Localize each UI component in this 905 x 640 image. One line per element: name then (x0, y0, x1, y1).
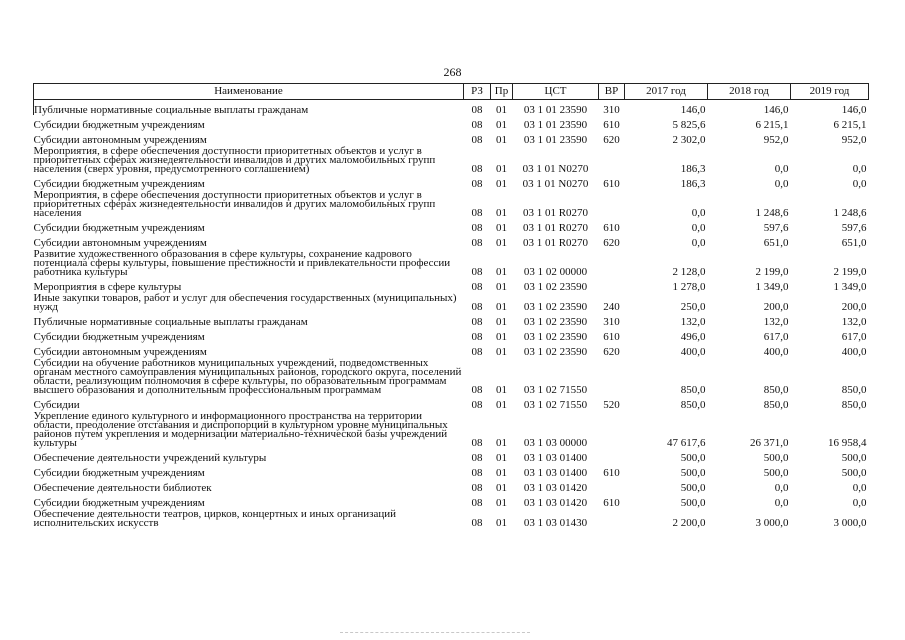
header-2018: 2018 год (708, 84, 791, 100)
cell-2019: 850,0 (841, 399, 867, 411)
cell-rz: 08 (471, 281, 483, 293)
cell-cst: 03 1 03 01400 (523, 467, 588, 479)
budget-table (33, 83, 869, 528)
cell-vr: 610 (603, 222, 620, 234)
cell-2018: 26 371,0 (750, 437, 789, 449)
cell-name: Субсидии бюджетным учреждениям (33, 222, 205, 234)
cell-name: Мероприятия, в сфере обеспечения доступности приоритетных объектов и услуг в приоритетных сферах жизнедеятельности инвалидов и других маломобильных групп населения (сверх уровня, предусмотренного соглашением) (33, 145, 436, 175)
table-row (34, 145, 869, 174)
table-row (34, 357, 869, 395)
cell-rz: 08 (471, 163, 483, 175)
table-row (34, 218, 869, 233)
cell-rz: 08 (471, 517, 483, 529)
header-rz: РЗ (464, 84, 491, 100)
cell-2017: 500,0 (680, 482, 706, 494)
table-row (34, 100, 869, 116)
table-row (34, 448, 869, 463)
cell-name: Публичные нормативные социальные выплаты гражданам (34, 100, 464, 116)
cell-2018: 0,0 (774, 163, 789, 175)
cell-rz: 08 (471, 399, 483, 411)
cell-2019: 952,0 (841, 134, 867, 146)
cell-cst: 03 1 01 N0270 (522, 163, 589, 175)
cell-rz: 08 (471, 497, 483, 509)
cell-cst: 03 1 02 71550 (523, 384, 588, 396)
cell-cst: 03 1 01 R0270 (522, 237, 589, 249)
cell-cst: 03 1 02 23590 (523, 331, 588, 343)
cell-2017: 186,3 (680, 163, 706, 175)
cell-2018: 850,0 (763, 384, 789, 396)
cell-2017: 400,0 (680, 346, 706, 358)
cell-name: Обеспечение деятельности библиотек (33, 482, 212, 494)
cell-pr: 01 (496, 399, 507, 411)
cell-2017: 500,0 (680, 497, 706, 509)
cell-2018: 200,0 (763, 301, 789, 313)
table-row (34, 189, 869, 218)
table-row (34, 410, 869, 448)
table-row (34, 130, 869, 145)
cell-2019: 146,0 (841, 104, 867, 116)
cell-cst: 03 1 01 R0270 (522, 222, 589, 234)
cell-2018: 400,0 (763, 346, 789, 358)
cell-rz: 08 (471, 178, 483, 190)
table-row (34, 115, 869, 130)
cell-vr: 620 (603, 237, 620, 249)
cell-2018: 0,0 (774, 178, 789, 190)
table-row (34, 508, 869, 528)
cell-2018: 0,0 (774, 497, 789, 509)
cell-2017: 2 128,0 (672, 266, 706, 278)
cell-vr (599, 145, 625, 174)
cell-rz: 08 (471, 331, 483, 343)
cell-pr: 01 (496, 178, 507, 190)
cell-vr: 610 (603, 331, 620, 343)
cell-rz: 08 (471, 467, 483, 479)
cell-rz: 08 (471, 207, 483, 219)
cell-2018: 850,0 (763, 399, 789, 411)
cell-vr (599, 189, 625, 218)
cell-pr: 01 (496, 316, 507, 328)
cell-2019: 1 248,6 (833, 207, 867, 219)
scan-artifact (340, 632, 530, 635)
cell-2018: 2 199,0 (755, 266, 789, 278)
cell-2017: 146,0 (680, 104, 706, 116)
cell-2019: 3 000,0 (833, 517, 867, 529)
cell-cst: 03 1 01 R0270 (522, 207, 589, 219)
cell-vr (599, 277, 625, 292)
cell-name: Субсидии автономным учреждениям (33, 346, 207, 358)
cell-2019: 500,0 (841, 452, 867, 464)
table-row (34, 233, 869, 248)
cell-name: Субсидии (33, 399, 80, 411)
cell-2017: 2 200,0 (672, 517, 706, 529)
cell-rz: 08 (471, 119, 483, 131)
table-row (34, 174, 869, 189)
cell-cst: 03 1 02 23590 (523, 301, 588, 313)
cell-pr: 01 (496, 346, 507, 358)
cell-name: Иные закупки товаров, работ и услуг для обеспечения государственных (муниципальных) нужд (33, 292, 457, 313)
table-row (34, 478, 869, 493)
cell-pr: 01 (496, 331, 507, 343)
cell-2019: 200,0 (841, 301, 867, 313)
cell-rz: 08 (471, 266, 483, 278)
cell-vr: 620 (603, 134, 620, 146)
cell-cst: 03 1 03 01420 (523, 497, 588, 509)
cell-2017: 47 617,6 (667, 437, 706, 449)
cell-pr: 01 (496, 301, 507, 313)
cell-name: Обеспечение деятельности театров, цирков, концертных и иных организаций исполнительских искусств (33, 508, 397, 529)
cell-vr: 610 (603, 467, 620, 479)
cell-cst: 03 1 01 N0270 (522, 178, 589, 190)
cell-2018: 500,0 (763, 452, 789, 464)
cell-rz: 08 (471, 222, 483, 234)
cell-rz: 08 (471, 104, 483, 116)
cell-name: Субсидии бюджетным учреждениям (33, 497, 205, 509)
cell-vr (599, 357, 625, 395)
cell-rz: 08 (471, 134, 483, 146)
cell-2018: 1 349,0 (755, 281, 789, 293)
cell-2019: 850,0 (841, 384, 867, 396)
cell-vr: 520 (603, 399, 620, 411)
cell-2019: 132,0 (841, 316, 867, 328)
cell-vr: 240 (603, 301, 620, 313)
cell-2017: 0,0 (691, 237, 706, 249)
cell-rz: 08 (471, 452, 483, 464)
cell-2019: 617,0 (841, 331, 867, 343)
cell-2019: 16 958,4 (828, 437, 867, 449)
cell-2019: 0,0 (852, 178, 867, 190)
cell-2019: 6 215,1 (833, 119, 867, 131)
cell-rz: 08 (471, 384, 483, 396)
cell-vr (599, 410, 625, 448)
cell-name: Обеспечение деятельности учреждений культуры (33, 452, 267, 464)
cell-pr: 01 (496, 163, 507, 175)
cell-vr: 620 (603, 346, 620, 358)
cell-name: Субсидии бюджетным учреждениям (33, 178, 205, 190)
header-2019: 2019 год (791, 84, 869, 100)
cell-2018: 6 215,1 (755, 119, 789, 131)
cell-2017: 500,0 (680, 452, 706, 464)
header-cst: ЦСТ (513, 84, 599, 100)
header-2017: 2017 год (625, 84, 708, 100)
cell-pr: 01 (496, 266, 507, 278)
table-row (34, 463, 869, 478)
cell-2019: 651,0 (841, 237, 867, 249)
cell-cst: 03 1 01 23590 (523, 134, 588, 146)
cell-2018: 1 248,6 (755, 207, 789, 219)
cell-2017: 0,0 (691, 207, 706, 219)
cell-pr: 01 (496, 482, 507, 494)
cell-cst: 03 1 03 01400 (523, 452, 588, 464)
cell-pr: 01 (496, 497, 507, 509)
cell-2018: 0,0 (774, 482, 789, 494)
cell-vr (599, 448, 625, 463)
table-row (34, 327, 869, 342)
table-row (34, 395, 869, 410)
cell-2018: 3 000,0 (755, 517, 789, 529)
cell-2019: 500,0 (841, 467, 867, 479)
cell-pr: 01 (496, 384, 507, 396)
cell-rz: 08 (471, 346, 483, 358)
page-number: 268 (443, 65, 462, 79)
cell-name: Мероприятия, в сфере обеспечения доступности приоритетных объектов и услуг в приоритетных сферах жизнедеятельности инвалидов и других маломобильных групп населения (33, 189, 436, 219)
table-row (34, 342, 869, 357)
cell-2017: 2 302,0 (672, 134, 706, 146)
cell-2017: 496,0 (680, 331, 706, 343)
table-row (34, 312, 869, 327)
cell-2017: 500,0 (680, 467, 706, 479)
cell-2018: 617,0 (763, 331, 789, 343)
cell-2017: 0,0 (691, 222, 706, 234)
cell-pr: 01 (496, 452, 507, 464)
cell-2017: 1 278,0 (672, 281, 706, 293)
cell-2019: 597,6 (841, 222, 867, 234)
cell-2019: 1 349,0 (833, 281, 867, 293)
cell-name: Публичные нормативные социальные выплаты гражданам (33, 316, 308, 328)
cell-name: Субсидии бюджетным учреждениям (33, 331, 205, 343)
cell-cst: 03 1 02 23590 (523, 316, 588, 328)
cell-pr: 01 (496, 467, 507, 479)
cell-rz: 08 (471, 237, 483, 249)
cell-name: Субсидии автономным учреждениям (33, 237, 207, 249)
cell-vr (599, 248, 625, 277)
table-row (34, 248, 869, 277)
cell-pr: 01 (496, 437, 507, 449)
table-row (34, 277, 869, 292)
cell-2018: 500,0 (763, 467, 789, 479)
cell-pr: 01 (496, 517, 507, 529)
cell-name: Субсидии на обучение работников муниципальных учреждений, подведомственных органам местного самоуправления муниципальных районов, городского округа, поселений области, реализующим полномочия в сфере культуры, по образовательным программам высшего образования и дополнительным профессиональным программам (33, 357, 462, 396)
cell-cst: 03 1 01 23590 (523, 119, 588, 131)
cell-name: Субсидии бюджетным учреждениям (33, 119, 205, 131)
cell-2018: 132,0 (763, 316, 789, 328)
cell-cst: 03 1 03 01430 (523, 517, 588, 529)
cell-pr: 01 (496, 104, 507, 116)
cell-vr (599, 478, 625, 493)
header-pr: Пр (491, 84, 513, 100)
cell-cst: 03 1 01 23590 (523, 104, 588, 116)
header-name: Наименование (34, 84, 464, 100)
cell-rz: 08 (471, 316, 483, 328)
cell-pr: 01 (496, 237, 507, 249)
cell-2018: 651,0 (763, 237, 789, 249)
table-row (34, 292, 869, 312)
cell-vr: 610 (603, 178, 620, 190)
cell-2017: 186,3 (680, 178, 706, 190)
cell-2018: 146,0 (763, 104, 789, 116)
cell-cst: 03 1 02 00000 (523, 266, 588, 278)
cell-2017: 250,0 (680, 301, 706, 313)
cell-cst: 03 1 03 00000 (523, 437, 588, 449)
cell-cst: 03 1 03 01420 (523, 482, 588, 494)
cell-vr: 310 (603, 316, 620, 328)
cell-2018: 952,0 (763, 134, 789, 146)
cell-vr (599, 508, 625, 528)
cell-2019: 0,0 (852, 482, 867, 494)
cell-vr: 310 (603, 104, 620, 116)
header-row (34, 84, 869, 100)
cell-cst: 03 1 02 23590 (523, 346, 588, 358)
cell-rz: 08 (471, 437, 483, 449)
cell-name: Мероприятия в сфере культуры (33, 281, 182, 293)
header-vr: ВР (599, 84, 625, 100)
cell-pr: 01 (496, 281, 507, 293)
cell-name: Субсидии автономным учреждениям (33, 134, 207, 146)
cell-2017: 5 825,6 (672, 119, 706, 131)
cell-2019: 2 199,0 (833, 266, 867, 278)
cell-2019: 0,0 (852, 497, 867, 509)
cell-vr: 610 (603, 497, 620, 509)
cell-2017: 850,0 (680, 384, 706, 396)
cell-2017: 850,0 (680, 399, 706, 411)
cell-name: Укрепление единого культурного и информационного пространства на территории области, преодоление отставания и диспропорций в культурном уровне муниципальных районов путем укрепления и модернизации материально-технической базы учреждений культуры (33, 410, 448, 449)
cell-rz: 08 (471, 482, 483, 494)
cell-pr: 01 (496, 222, 507, 234)
cell-2019: 400,0 (841, 346, 867, 358)
cell-cst: 03 1 02 71550 (523, 399, 588, 411)
cell-vr: 610 (603, 119, 620, 131)
cell-2017: 132,0 (680, 316, 706, 328)
cell-cst: 03 1 02 23590 (523, 281, 588, 293)
cell-name: Развитие художественного образования в сфере культуры, сохранение кадрового потенциала сферы культуры, повышение престижности и привлекательности профессии работника культуры (33, 248, 451, 278)
cell-rz: 08 (471, 301, 483, 313)
cell-2018: 597,6 (763, 222, 789, 234)
cell-pr: 01 (496, 134, 507, 146)
cell-name: Субсидии бюджетным учреждениям (33, 467, 205, 479)
cell-2019: 0,0 (852, 163, 867, 175)
table-row (34, 493, 869, 508)
cell-pr: 01 (496, 207, 507, 219)
cell-pr: 01 (496, 119, 507, 131)
